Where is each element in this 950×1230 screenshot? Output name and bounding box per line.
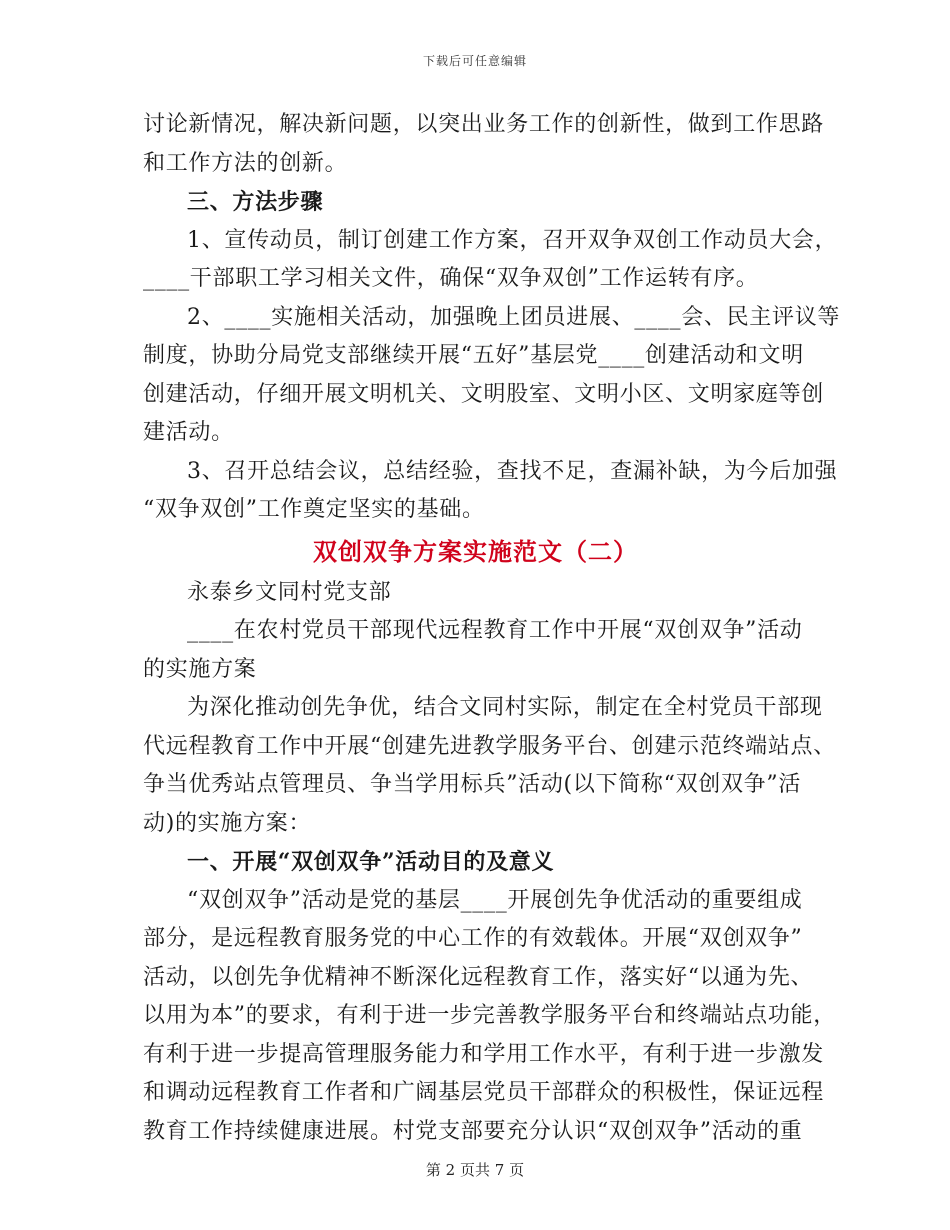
page-number: 第 2 页共 7 页 xyxy=(425,1161,525,1179)
paragraph-line: 1、宣传动员，制订创建工作方案，召开双争双创工作动员大会， xyxy=(187,227,838,253)
paragraph-line: 制度，协助分局党支部继续开展“五好”基层党____创建活动和文明 xyxy=(143,343,804,368)
document-body xyxy=(143,106,841,1151)
paragraph-line: 永泰乡文同村党支部 xyxy=(187,579,392,605)
paragraph-line: 有利于进一步提高管理服务能力和学用工作水平，有利于进一步激发 xyxy=(143,1041,825,1067)
paragraph-line: 建活动。 xyxy=(143,420,234,445)
paragraph-line: 的实施方案 xyxy=(143,656,257,682)
paragraph-line: 动)的实施方案： xyxy=(143,810,312,836)
paragraph-line: 争当优秀站点管理员、争当学用标兵”活动(以下简称“双创双争”活 xyxy=(143,772,802,797)
paragraph-line: 活动，以创先争优精神不断深化远程教育工作，落实好“以通为先、 xyxy=(143,964,814,990)
paragraph-line: “双创双争”活动是党的基层____开展创先争优活动的重要组成 xyxy=(187,887,803,913)
paragraph-line: “双争双创”工作奠定坚实的基础。 xyxy=(143,497,485,522)
paragraph-line: 和工作方法的创新。 xyxy=(143,150,348,176)
paragraph-line: 为深化推动创先争优，结合文同村实际，制定在全村党员干部现 xyxy=(187,695,823,720)
section-heading: 一、开展“双创双争”活动目的及意义 xyxy=(187,849,555,875)
paragraph-line: 创建活动，仔细开展文明机关、文明股室、文明小区、文明家庭等创 xyxy=(143,381,825,407)
paragraph-line: 3、召开总结会议，总结经验，查找不足，查漏补缺，为今后加强 xyxy=(187,458,838,484)
page-header: 下载后可任意编辑 xyxy=(422,54,527,68)
paragraph-line: 部分，是远程教育服务党的中心工作的有效载体。开展“双创双争” xyxy=(143,926,803,951)
document-title: 双创双争方案实施范文（二） xyxy=(313,536,638,566)
paragraph-line: ____干部职工学习相关文件，确保“双争双创”工作运转有序。 xyxy=(143,266,759,291)
paragraph-line: 代远程教育工作中开展“创建先进教学服务平台、创建示范终端站点、 xyxy=(143,733,836,759)
paragraph-line: 以用为本”的要求，有利于进一步完善教学服务平台和终端站点功能， xyxy=(143,1003,836,1028)
paragraph-line: 讨论新情况，解决新问题，以突出业务工作的创新性，做到工作思路 xyxy=(143,112,825,137)
paragraph-line: 和调动远程教育工作者和广阔基层党员干部群众的积极性，保证远程 xyxy=(143,1080,825,1105)
paragraph-line: 教育工作持续健康进展。村党支部要充分认识“双创双争”活动的重 xyxy=(143,1118,803,1144)
section-heading: 三、方法步骤 xyxy=(187,189,324,215)
paragraph-line: ____在农村党员干部现代远程教育工作中开展“双创双争”活动 xyxy=(187,618,803,643)
paragraph-line: 2、____实施相关活动，加强晚上团员进展、____会、民主评议等 xyxy=(187,304,841,330)
